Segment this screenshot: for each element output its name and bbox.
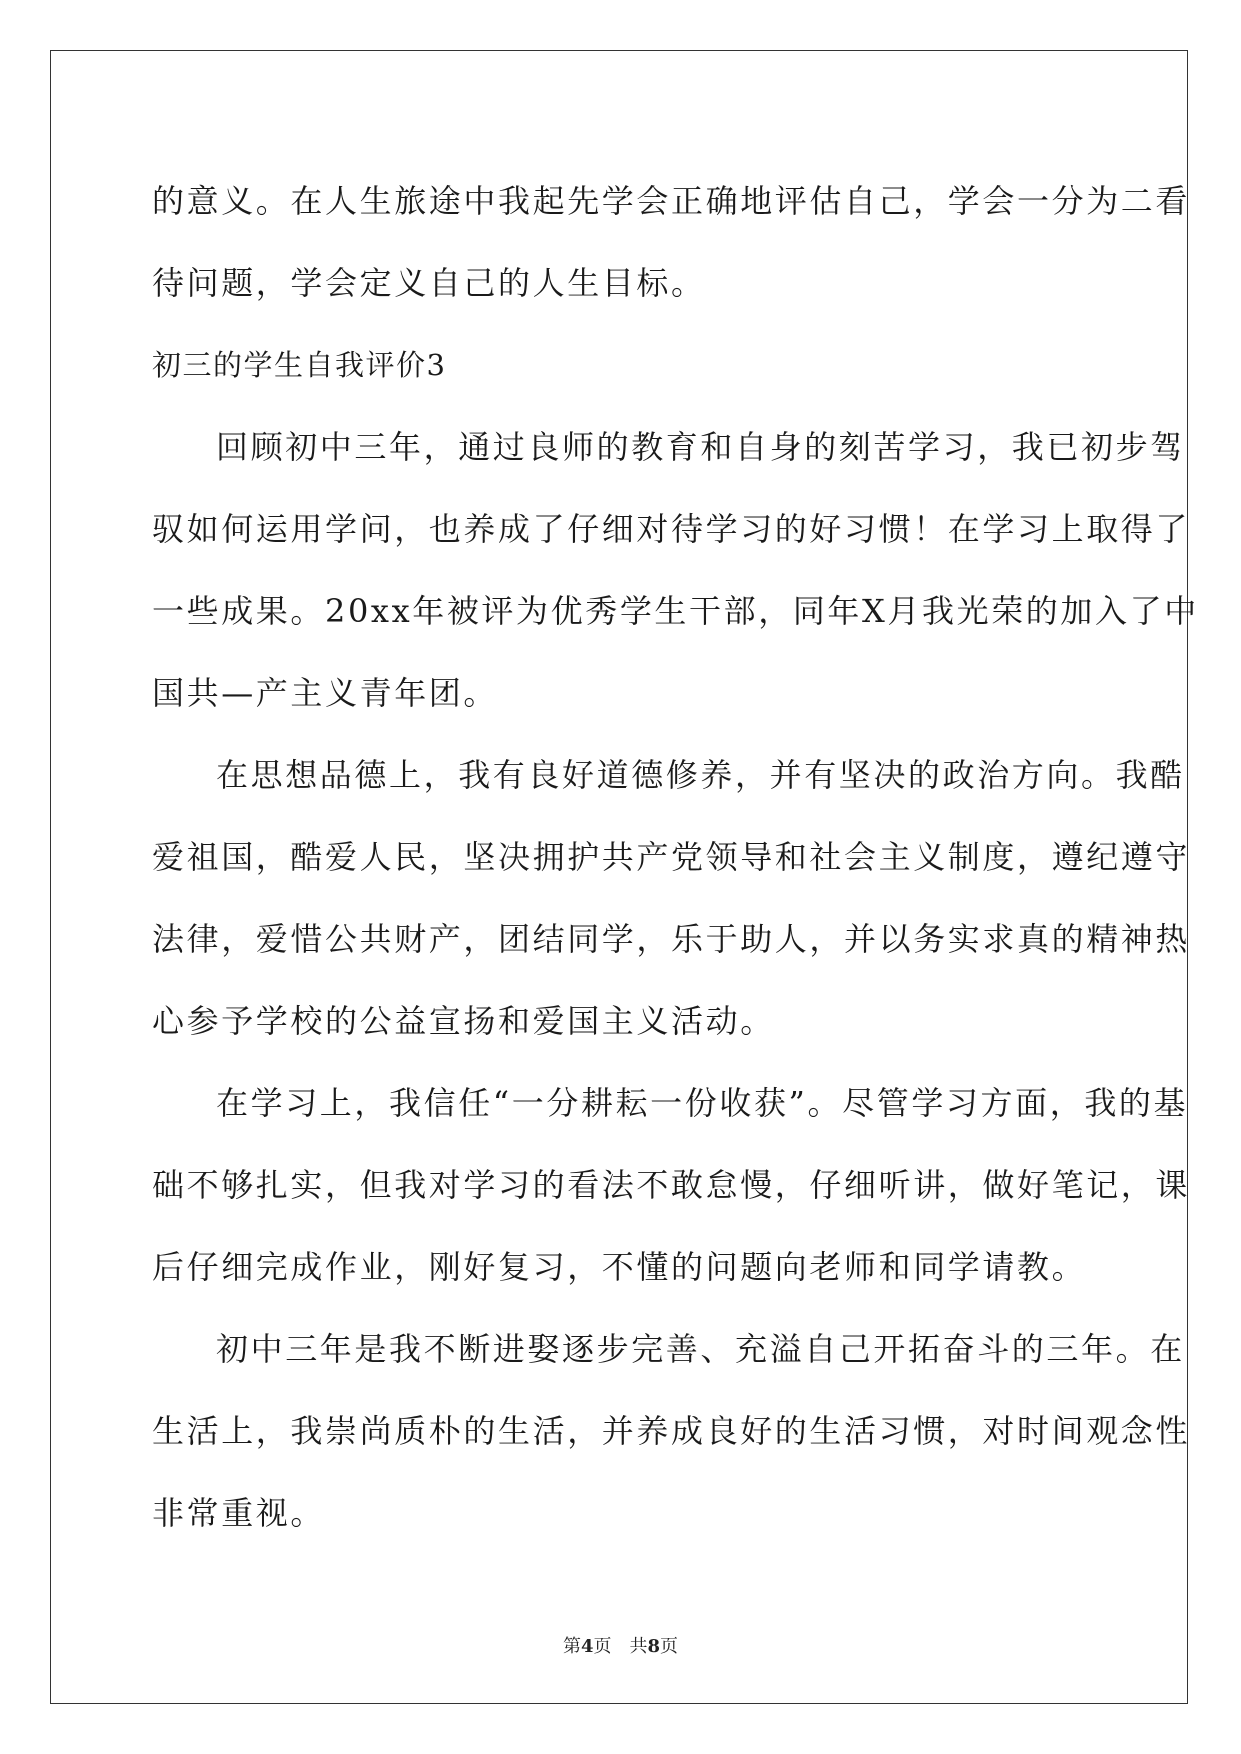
body-line: 生活上，我崇尚质朴的生活，并养成良好的生活习惯，对时间观念性 <box>152 1412 1191 1450</box>
body-line: 后仔细完成作业，刚好复习，不懂的问题向老师和同学请教。 <box>152 1248 1087 1286</box>
paragraph-start-line: 初中三年是我不断进娶逐步完善、充溢自己开拓奋斗的三年。在 <box>216 1330 1185 1368</box>
body-line: 的意义。在人生旅途中我起先学会正确地评估自己，学会一分为二看 <box>152 182 1191 220</box>
body-line: 国共—产主义青年团。 <box>152 674 499 712</box>
body-line: 爱祖国，酷爱人民，坚决拥护共产党领导和社会主义制度，遵纪遵守 <box>152 838 1191 876</box>
section-heading: 初三的学生自我评价3 <box>152 348 447 382</box>
total-pages: 8 <box>647 1636 661 1657</box>
paragraph-start-line: 在学习上，我信任“一分耕耘一份收获”。尽管学习方面，我的基 <box>216 1084 1189 1122</box>
paragraph-start-line: 在思想品德上，我有良好道德修养，并有坚决的政治方向。我酷 <box>216 756 1185 794</box>
body-line: 一些成果。20xx年被评为优秀学生干部，同年X月我光荣的加入了中 <box>152 592 1199 630</box>
page-footer <box>0 1632 1241 1658</box>
total-suffix: 页 <box>660 1636 679 1657</box>
page-prefix: 第 <box>562 1636 581 1657</box>
page-number: 4 <box>580 1636 594 1657</box>
body-line: 心参予学校的公益宣扬和爱国主义活动。 <box>152 1002 775 1040</box>
body-line: 础不够扎实，但我对学习的看法不敢怠慢，仔细听讲，做好笔记，课 <box>152 1166 1191 1204</box>
total-prefix: 共 <box>629 1636 648 1657</box>
body-line: 法律，爱惜公共财产，团结同学，乐于助人，并以务实求真的精神热 <box>152 920 1191 958</box>
body-line: 待问题，学会定义自己的人生目标。 <box>152 264 706 302</box>
page-suffix: 页 <box>593 1636 612 1657</box>
body-line: 驭如何运用学问，也养成了仔细对待学习的好习惯！在学习上取得了 <box>152 510 1191 548</box>
paragraph-start-line: 回顾初中三年，通过良师的教育和自身的刻苦学习，我已初步驾 <box>216 428 1185 466</box>
body-line: 非常重视。 <box>152 1494 326 1532</box>
document-body <box>152 160 1199 1554</box>
